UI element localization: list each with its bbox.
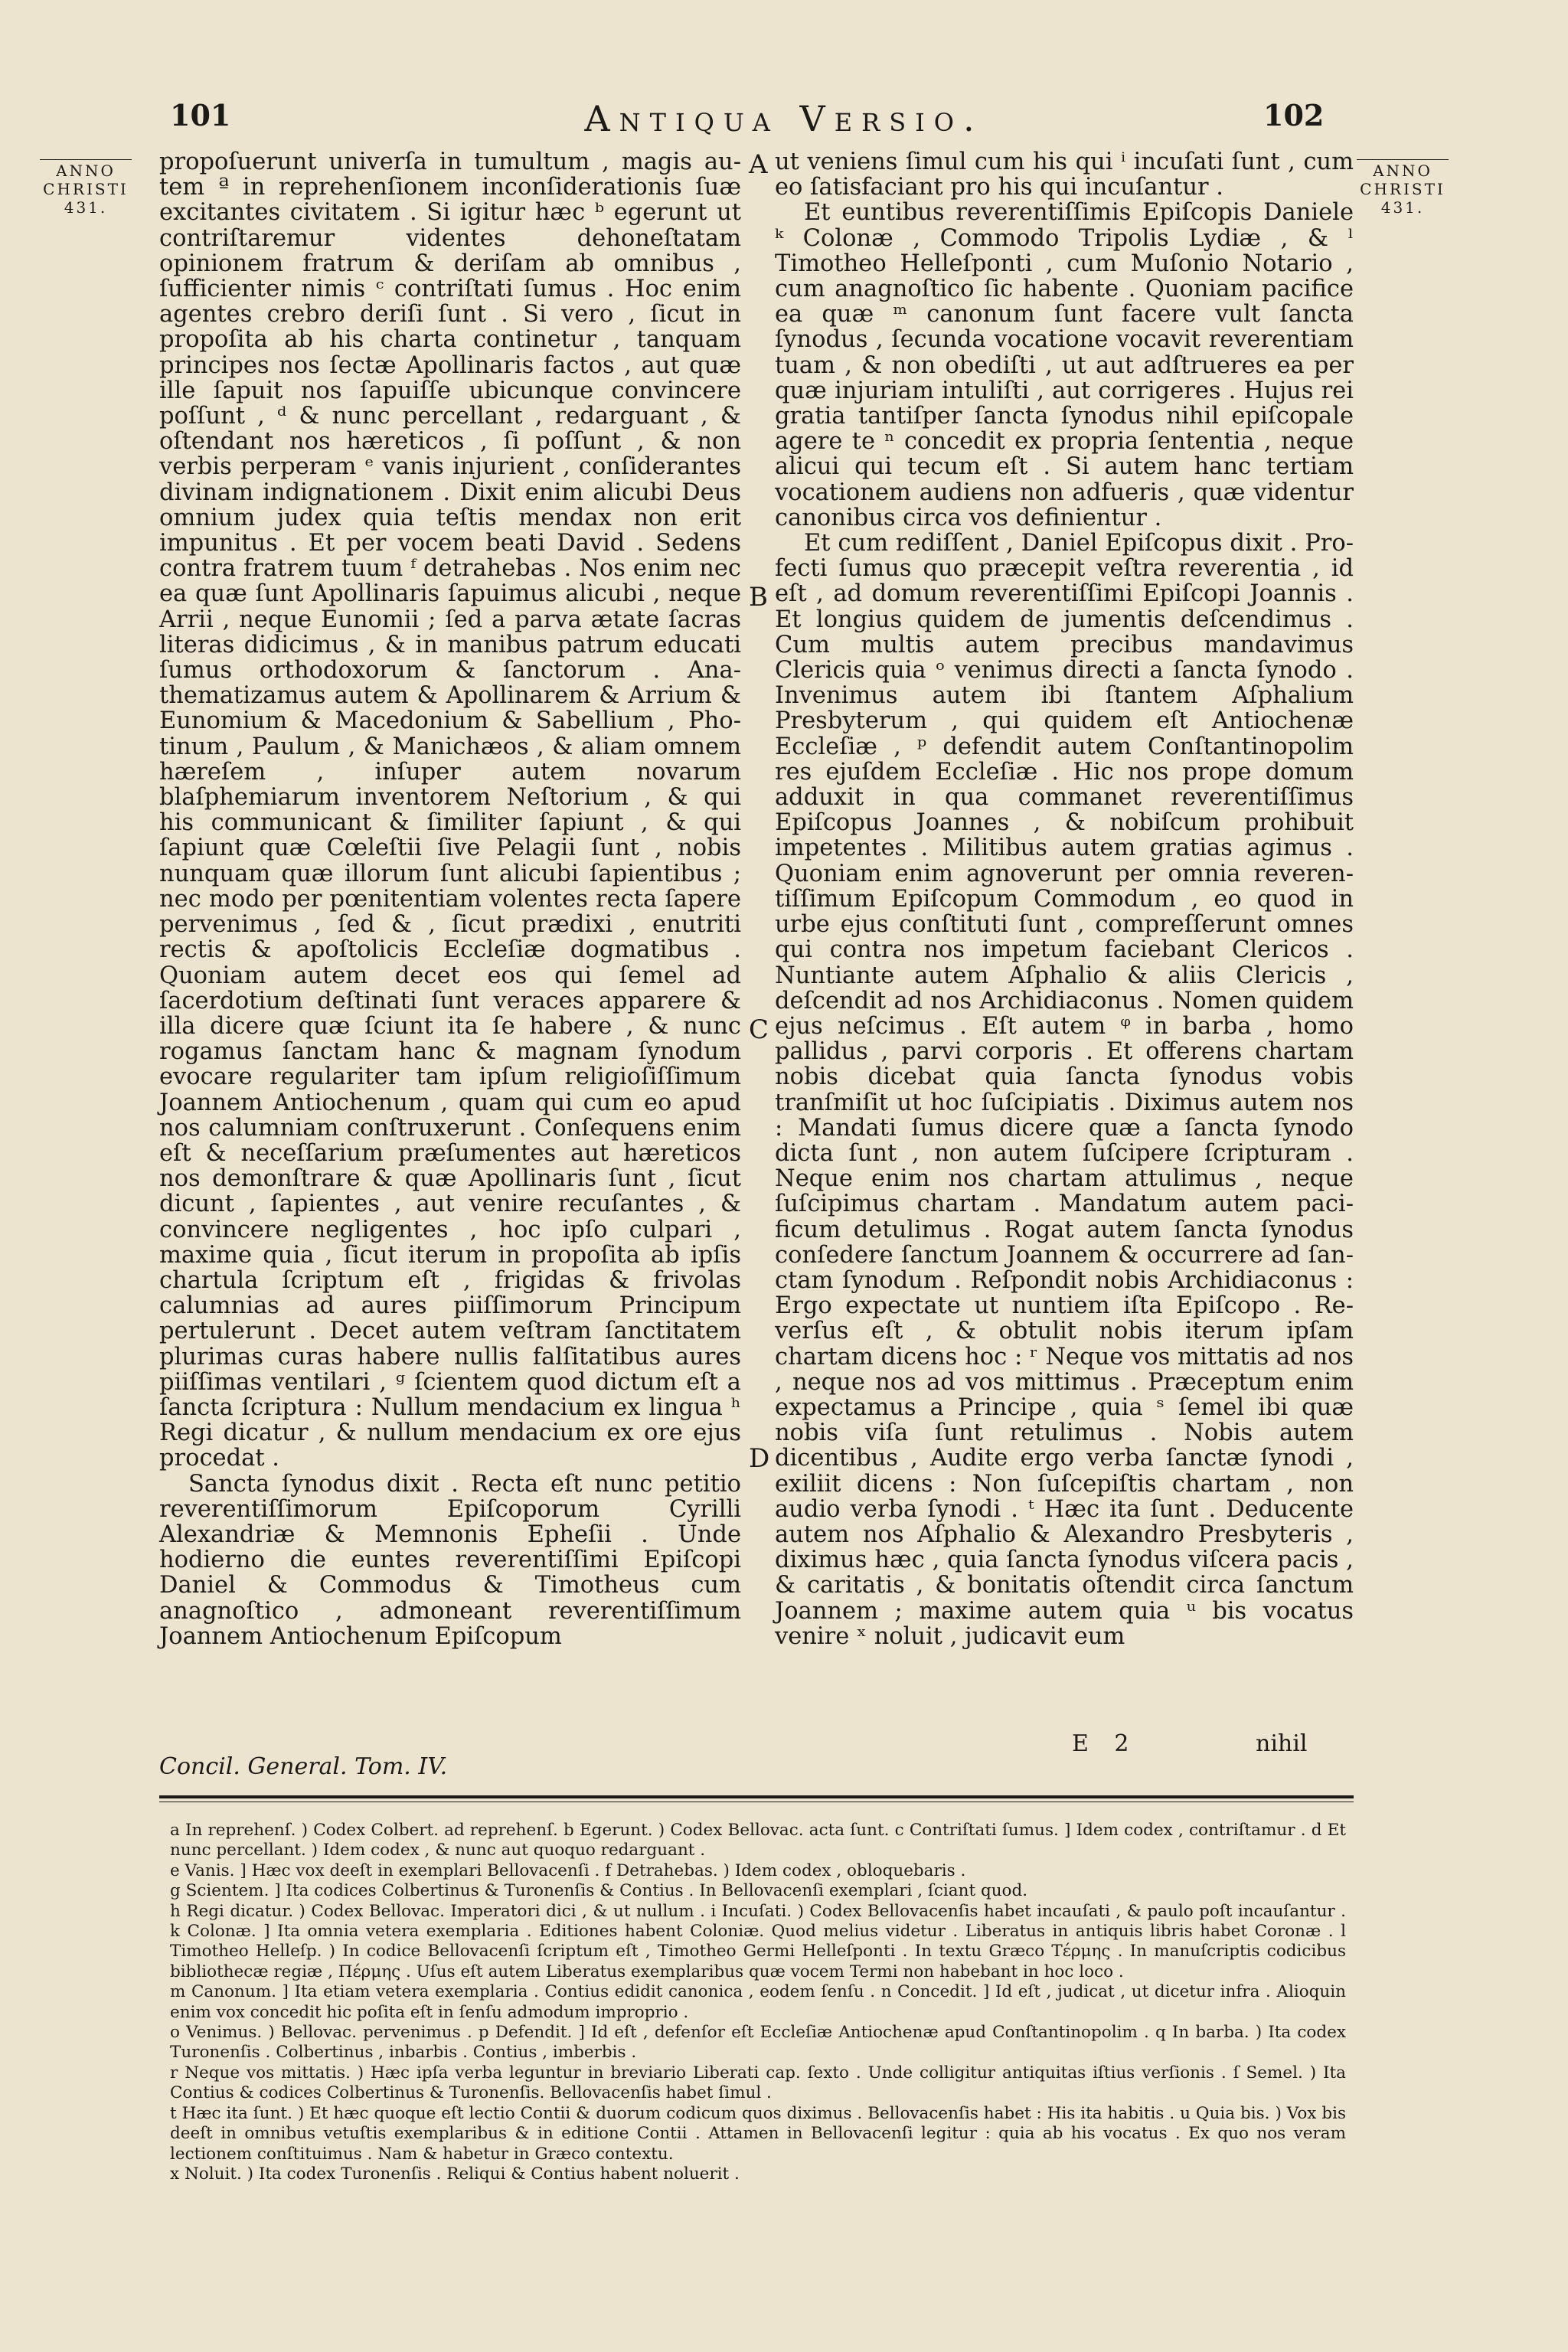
footnotes bbox=[170, 1821, 1346, 2184]
footnote: g Scientem. ] Ita codices Colbertinus & Turonenſis & Contius . In Bellovacenſi exemplari , ſciant quod. bbox=[170, 1881, 1028, 1901]
section-letter-b: B bbox=[749, 582, 768, 612]
margin-year-right: ANNO CHRISTI 431. bbox=[1357, 159, 1449, 217]
paragraph: ut veniens ſimul cum his qui ⁱ incuſati ſunt , cum eo ſatisfaciant pro his qui incuſantur . bbox=[775, 149, 1354, 201]
section-letter-a: A bbox=[749, 149, 768, 180]
volume-reference: Concil. General. Tom. IV. bbox=[159, 1753, 448, 1780]
footnote: x Noluit. ) Ita codex Turonenſis . Reliqui & Contius habent noluerit . bbox=[170, 2164, 740, 2184]
page-title: Antiqua Versio. bbox=[584, 98, 984, 139]
catchword: nihil bbox=[1256, 1730, 1308, 1757]
paragraph: Et euntibus reverentiſſimis Epiſcopis Daniele ᵏ Colonæ , Commodo Tripolis Lydiæ , & ˡ Timotheo Helleſponti , cum Muſonio Notario , cum anagnoſtico ſic habente . Quoniam pacifice ea quæ ᵐ canonum ſunt facere vult ſancta ſynodus , ſecunda vocatione vocavit reverentiam tuam , & non obediſti , ut aut adſtrueres ea per quæ injuriam intuliſti , aut corrigeres . Hujus rei gratia tantiſper ſancta ſynodus nihil epiſcopale agere te ⁿ concedit ex propria ſententia , neque alicui qui tecum eſt . Si autem hanc tertiam vocationem audiens non adfueris , quæ videntur canonibus circa vos definientur . bbox=[775, 199, 1354, 531]
signature-mark: E 2 bbox=[1072, 1730, 1138, 1757]
footnote: r Neque vos mittatis. ) Hæc ipſa verba leguntur in breviario Liberati cap. ſexto . Unde colligitur antiquitas iſtius verſionis . ſ Semel. ) Ita Contius & codices Colbertinus & Turonenſis. Bellovacenſis habet ſimul . bbox=[170, 2063, 1346, 2103]
footnote: m Canonum. ] Ita etiam vetera exemplaria . Contius edidit canonica , eodem ſenſu . n Concedit. ] Id eſt , judicat , ut dicetur infra . Alioquin enim vox concedit hic poſita eſt in ſenſu admodum improprio . bbox=[170, 1982, 1346, 2022]
footnote: e Vanis. ] Hæc vox deeſt in exemplari Bellovacenſi . f Detrahebas. ) Idem codex , obloquebaris . bbox=[170, 1860, 966, 1880]
left-column bbox=[159, 149, 741, 1649]
paragraph: propoſuerunt univerſa in tumultum , magis autem ª in reprehenſionem inconſiderationis ſuæ excitantes civitatem . Si igitur hæc ᵇ egerunt ut contriſtaremur videntes dehoneſtatam opinionem fratrum & deriſam ab omnibus , ſufficienter nimis ᶜ contriſtati ſumus . Hoc enim agentes crebro deriſi ſunt . Si vero , ſicut in propoſita ab his charta continetur , tanquam principes nos ſectæ Apollinaris factos , aut quæ ille ſapuit nos ſapuiſſe ubicunque convincere poſſunt , ᵈ & nunc percellant , redarguant , & oſtendant nos hæreticos , ſi poſſunt , & non verbis perperam ᵉ vanis injurient , conſiderantes divinam indignationem . Dixit enim alicubi Deus omnium judex quia teſtis mendax non erit impunitus . Et per vocem beati David . Sedens contra fratrem tuum ᶠ detrahebas . Nos enim nec ea quæ ſunt Apollinaris ſapuimus alicubi , neque Arrii , neque Eunomii ; ſed a parva ætate ſacras literas didicimus , & in manibus patrum educati ſumus orthodoxorum & ſanctorum . Anathematizamus autem & Apollinarem & Arrium & Eunomium & Macedonium & Sabellium , Photinum , Paulum , & Manichæos , & aliam omnem hæreſem , inſuper autem novarum blaſphemiarum inventorem Neſtorium , & qui his communicant & ſimiliter ſapiunt , & qui ſapiunt quæ Cœleſtii ſive Pelagii ſunt , nobis nunquam quæ illorum ſunt alicubi ſapientibus ; nec modo per pœnitentiam volentes recta ſapere pervenimus , ſed & , ſicut prædixi , enutriti rectis & apoſtolicis Eccleſiæ dogmatibus . Quoniam autem decet eos qui ſemel ad ſacerdotium deſtinati ſunt veraces apparere & illa dicere quæ ſciunt ita ſe habere , & nunc rogamus ſanctam hanc & magnam ſynodum evocare regulariter tam ipſum religioſiſſimum Joannem Antiochenum , quam qui cum eo apud nos calumniam conſtruxerunt . Conſequens enim eſt & neceſſarium præſumentes aut hæreticos nos demonſtrare & quæ Apollinaris ſunt , ſicut dicunt , ſapientes , aut venire recuſantes , & convincere negligentes , hoc ipſo culpari , maxime quia , ſicut iterum in propoſita ab ipſis chartula ſcriptum eſt , frigidas & frivolas calumnias ad aures piiſſimorum Principum pertulerunt . Decet autem veſtram ſanctitatem plurimas curas habere nullis falſitatibus aures piiſſimas ventilari , ᵍ ſcientem quod dictum eſt a ſancta ſcriptura : Nullum mendacium ex lingua ʰ Regi dicatur , & nullum mendacium ex ore ejus procedat . bbox=[159, 149, 741, 1472]
footnote: o Venimus. ) Bellovac. pervenimus . p Defendit. ] Id eſt , defenſor eſt Eccleſiæ Antiochenæ apud Conſtantinopolim . q In barba. ) Ita codex Turonenſis . Colbertinus , inbarbis . Contius , imberbis . bbox=[170, 2023, 1346, 2063]
right-column bbox=[775, 149, 1354, 1649]
footnote: t Hæc ita ſunt. ) Et hæc quoque eſt lectio Contii & duorum codicum quos diximus . Bellovacenſis habet : His ita habitis . u Quia bis. ) Vox bis deeſt in omnibus vetuſtis exemplaribus & in editione Contii . Attamen in Bellovacenſi legitur : quia ab his vocatus . Ex quo nos veram lectionem conſtituimus . Nam & habetur in Græco contextu. bbox=[170, 2103, 1346, 2164]
paragraph: Sancta ſynodus dixit . Recta eſt nunc petitio reverentiſſimorum Epiſcoporum Cyrilli Alexandriæ & Memnonis Epheſii . Unde hodierno die euntes reverentiſſimi Epiſcopi Daniel & Commodus & Timotheus cum anagnoſtico , admoneant reverentiſſimum Joannem Antiochenum Epiſcopum bbox=[159, 1470, 741, 1650]
footnote: a In reprehenſ. ) Codex Colbert. ad reprehenſ. b Egerunt. ) Codex Bellovac. acta ſunt. c Contriſtati ſumus. ] Idem codex , contriſtamur . d Et nunc percellant. ) Idem codex , & nunc aut quoquo redarguant . bbox=[170, 1821, 1346, 1860]
paragraph: Et cum rediſſent , Daniel Epiſcopus dixit . Profecti ſumus quo præcepit veſtra reverentia , id eſt , ad domum reverentiſſimi Epiſcopi Joannis . Et longius quidem de jumentis deſcendimus . Cum multis autem precibus mandavimus Clericis quia ᵒ venimus directi a ſancta ſynodo . Invenimus autem ibi ſtantem Aſphalium Presbyterum , qui quidem eſt Antiochenæ Eccleſiæ , ᵖ defendit autem Conſtantinopolim res ejuſdem Eccleſiæ . Hic nos prope domum adduxit in qua commanet reverentiſſimus Epiſcopus Joannes , & nobiſcum prohibuit impetentes . Militibus autem gratias agimus . Quoniam enim agnoverunt per omnia reverentiſſimum Epiſcopum Commodum , eo quod in urbe ejus conſtituti ſunt , compreſſerunt omnes qui contra nos impetum faciebant Clericos . Nuntiante autem Aſphalio & aliis Clericis , deſcendit ad nos Archidiaconus . Nomen quidem ejus neſcimus . Eſt autem ᵠ in barba , homo pallidus , parvi corporis . Et offerens chartam nobis dicebat quia ſancta ſynodus vobis tranſmiſit ut hoc ſuſcipiatis . Diximus autem nos : Mandati ſumus dicere quæ a ſancta ſynodo dicta ſunt , non autem ſuſcipere ſcripturam . Neque enim nos chartam attulimus , neque ſuſcipimus chartam . Mandatum autem pacificum detulimus . Rogat autem ſancta ſynodus conſedere ſanctum Joannem & occurrere ad ſanctam ſynodum . Reſpondit nobis Archidiaconus : Ergo expectate ut nuntiem iſta Epiſcopo . Reverſus eſt , & obtulit nobis iterum ipſam chartam dicens hoc : ʳ Neque vos mittatis ad nos , neque nos ad vos mittimus . Præceptum enim expectamus a Principe , quia ˢ ſemel ibi quæ nobis viſa ſunt retulimus . Nobis autem dicentibus , Audite ergo verba ſanctæ ſynodi , exiliit dicens : Non ſuſcepiſtis chartam , non audio verba ſynodi . ᵗ Hæc ita ſunt . Deducente autem nos Aſphalio & Alexandro Presbyteris , diximus hæc , quia ſancta ſynodus viſcera pacis , & caritatis , & bonitatis oſtendit circa ſanctum Joannem ; maxime autem quia ᵘ bis vocatus venire ˣ noluit , judicavit eum bbox=[775, 530, 1354, 1650]
divider bbox=[159, 1795, 1354, 1798]
section-letter-d: D bbox=[749, 1443, 770, 1474]
page-number-right: 102 bbox=[1263, 98, 1325, 132]
section-letter-c: C bbox=[749, 1014, 769, 1045]
margin-year-left: ANNO CHRISTI 431. bbox=[40, 159, 132, 217]
page-number-left: 101 bbox=[170, 98, 231, 132]
footnote: h Regi dicatur. ) Codex Bellovac. Imperatori dici , & ut nullum . i Incuſati. ) Codex Bellovacenſis habet incauſati , & paulo poſt incauſantur . k Colonæ. ] Ita omnia vetera exemplaria . Editiones habent Coloniæ. Quod melius videtur . Liberatus in antiquis libris habet Coronæ . l Timotheo Helleſp. ) In codice Bellovacenſi ſcriptum eſt , Timotheo Germi Helleſponti . In textu Græco Τέρμης . In manuſcriptis codicibus bibliothecæ regiæ , Πέρμης . Uſus eſt autem Liberatus exemplaribus quæ vocem Termi non habebant in hoc loco . bbox=[170, 1901, 1346, 1981]
running-header bbox=[0, 98, 1568, 144]
